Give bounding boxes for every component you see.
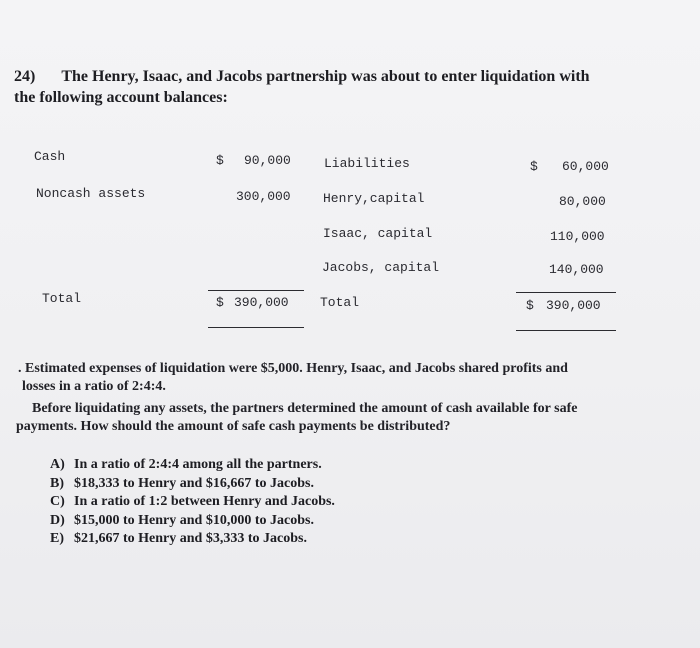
question-header [14,66,594,108]
choice-letter: C) [50,494,65,509]
noncash-assets-amount: 300,000 [236,189,291,204]
body-line-1: . Estimated expenses of liquidation were $5,000. Henry, Isaac, and Jacobs shared profits and [18,361,568,376]
body-line-4: payments. How should the amount of safe cash payments be distributed? [16,419,451,434]
right-total-label: Total [320,295,360,310]
left-total-label: Total [42,291,82,306]
henry-capital-amount: 80,000 [559,194,606,209]
choice-letter: D) [50,512,65,528]
choice-text: $21,667 to Henry and $3,333 to Jacobs. [74,531,307,546]
left-total-amount: 390,000 [234,295,289,310]
question-number: 24) [14,68,36,85]
body-line-2: losses in a ratio of 2:4:4. [22,379,166,394]
isaac-capital-amount: 110,000 [550,229,605,244]
choice-letter: B) [50,475,64,491]
choice-a[interactable] [50,456,335,475]
choice-c[interactable] [50,493,335,512]
noncash-assets-label: Noncash assets [36,186,146,201]
left-total-currency: $ [216,295,224,310]
choice-e[interactable] [50,530,335,549]
jacobs-capital-amount: 140,000 [549,262,604,277]
right-total-currency: $ [526,298,534,313]
cash-label: Cash [34,149,66,164]
left-total-rule-bottom [208,327,304,328]
left-total-rule-top [208,290,304,291]
henry-capital-label: Henry,capital [323,191,425,206]
liabilities-label: Liabilities [324,156,410,171]
choice-text: $18,333 to Henry and $16,667 to Jacobs. [74,475,314,491]
liabilities-currency: $ [530,159,538,174]
choice-d[interactable] [50,512,335,531]
right-total-amount: 390,000 [546,298,601,313]
liabilities-amount: 60,000 [562,159,609,174]
cash-amount: 90,000 [244,153,291,168]
right-total-rule-top [516,292,616,293]
choice-text: In a ratio of 2:4:4 among all the partners. [74,457,322,472]
question-title: The Henry, Isaac, and Jacobs partnership was about to enter liquidation with the following account balances: [14,68,590,106]
isaac-capital-label: Isaac, capital [323,226,433,241]
choice-text: In a ratio of 1:2 between Henry and Jacobs. [74,494,335,509]
cash-currency: $ [216,153,224,168]
jacobs-capital-label: Jacobs, capital [322,260,440,275]
body-line-3: Before liquidating any assets, the partners determined the amount of cash available for safe [32,401,578,416]
choice-letter: A) [50,457,65,472]
choice-text: $15,000 to Henry and $10,000 to Jacobs. [74,512,314,528]
right-total-rule-bottom [516,330,616,331]
choice-letter: E) [50,531,64,546]
answer-choices [50,456,335,549]
choice-b[interactable] [50,475,335,494]
